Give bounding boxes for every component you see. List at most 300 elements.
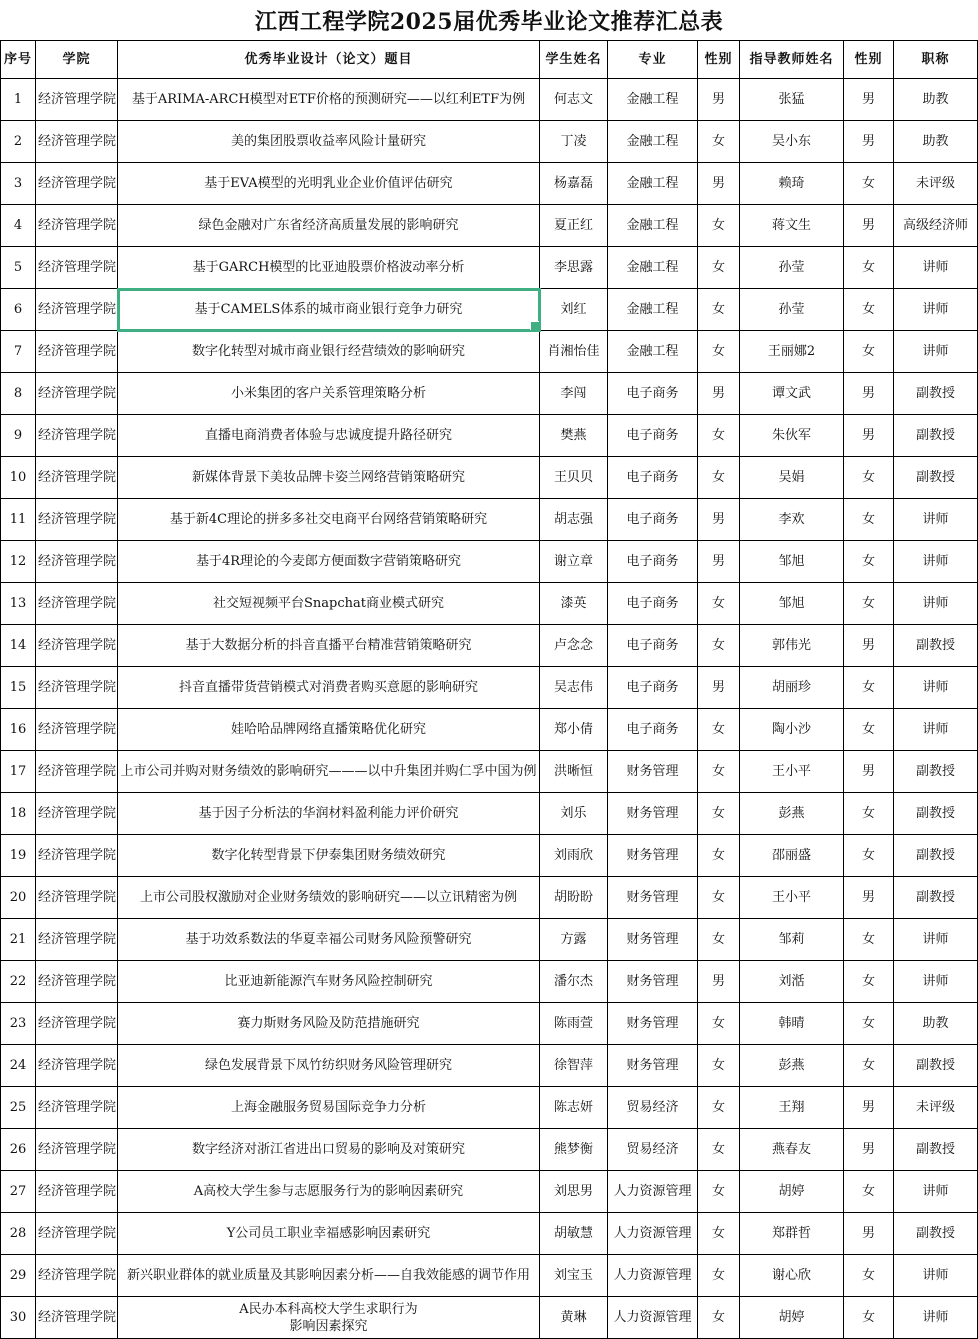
- table-row: [1, 709, 978, 751]
- cell-advisor-rank[interactable]: 讲师: [894, 961, 978, 1003]
- cell-major[interactable]: 财务管理: [608, 961, 698, 1003]
- cell-thesis-title[interactable]: 美的集团股票收益率风险计量研究: [118, 121, 540, 163]
- cell-college[interactable]: 经济管理学院: [36, 1087, 118, 1129]
- header-row: [1, 41, 978, 79]
- cell-major[interactable]: 电子商务: [608, 667, 698, 709]
- cell-student-name[interactable]: 肖湘怡佳: [540, 331, 608, 373]
- cell-no[interactable]: 8: [1, 373, 36, 415]
- cell-advisor-sex[interactable]: 女: [844, 1003, 894, 1045]
- cell-major[interactable]: 电子商务: [608, 541, 698, 583]
- cell-advisor-name[interactable]: 谭文武: [740, 373, 844, 415]
- cell-student-name[interactable]: 方露: [540, 919, 608, 961]
- cell-advisor-name[interactable]: 彭燕: [740, 1045, 844, 1087]
- cell-advisor-sex[interactable]: 女: [844, 289, 894, 331]
- cell-student-sex[interactable]: 男: [698, 79, 740, 121]
- cell-advisor-name[interactable]: 吴小东: [740, 121, 844, 163]
- cell-thesis-title[interactable]: 数字经济对浙江省进出口贸易的影响及对策研究: [118, 1129, 540, 1171]
- cell-college[interactable]: 经济管理学院: [36, 331, 118, 373]
- cell-advisor-sex[interactable]: 女: [844, 1045, 894, 1087]
- cell-advisor-rank[interactable]: 讲师: [894, 1171, 978, 1213]
- cell-advisor-name[interactable]: 王小平: [740, 751, 844, 793]
- cell-student-sex[interactable]: 女: [698, 793, 740, 835]
- cell-advisor-name[interactable]: 邵丽盛: [740, 835, 844, 877]
- table-row: [1, 79, 978, 121]
- cell-advisor-rank[interactable]: 讲师: [894, 289, 978, 331]
- cell-advisor-sex[interactable]: 女: [844, 667, 894, 709]
- cell-advisor-sex[interactable]: 男: [844, 877, 894, 919]
- cell-student-sex[interactable]: 女: [698, 457, 740, 499]
- cell-advisor-sex[interactable]: 男: [844, 373, 894, 415]
- cell-major[interactable]: 金融工程: [608, 331, 698, 373]
- sheet-title: 江西工程学院2025届优秀毕业论文推荐汇总表: [254, 8, 724, 35]
- cell-advisor-rank[interactable]: 讲师: [894, 541, 978, 583]
- cell-advisor-sex[interactable]: 女: [844, 793, 894, 835]
- cell-major[interactable]: 贸易经济: [608, 1129, 698, 1171]
- cell-college[interactable]: 经济管理学院: [36, 835, 118, 877]
- cell-student-sex[interactable]: 男: [698, 667, 740, 709]
- cell-advisor-rank[interactable]: 副教授: [894, 793, 978, 835]
- cell-student-sex[interactable]: 女: [698, 205, 740, 247]
- cell-student-sex[interactable]: 女: [698, 1129, 740, 1171]
- cell-advisor-name[interactable]: 胡婷: [740, 1171, 844, 1213]
- cell-major[interactable]: 人力资源管理: [608, 1171, 698, 1213]
- cell-student-name[interactable]: 刘乐: [540, 793, 608, 835]
- cell-student-name[interactable]: 李闯: [540, 373, 608, 415]
- cell-advisor-sex[interactable]: 女: [844, 583, 894, 625]
- header-no[interactable]: 序号: [1, 41, 36, 79]
- cell-thesis-title[interactable]: 基于因子分析法的华润材料盈利能力评价研究: [118, 793, 540, 835]
- cell-major[interactable]: 人力资源管理: [608, 1213, 698, 1255]
- cell-college[interactable]: 经济管理学院: [36, 1255, 118, 1297]
- cell-student-sex[interactable]: 女: [698, 331, 740, 373]
- cell-advisor-rank[interactable]: 讲师: [894, 247, 978, 289]
- cell-student-sex[interactable]: 女: [698, 247, 740, 289]
- cell-college[interactable]: 经济管理学院: [36, 541, 118, 583]
- cell-advisor-name[interactable]: 胡丽珍: [740, 667, 844, 709]
- cell-student-name[interactable]: 谢立章: [540, 541, 608, 583]
- cell-major[interactable]: 财务管理: [608, 877, 698, 919]
- cell-college[interactable]: 经济管理学院: [36, 919, 118, 961]
- cell-advisor-sex[interactable]: 女: [844, 709, 894, 751]
- cell-thesis-title[interactable]: 直播电商消费者体验与忠诚度提升路径研究: [118, 415, 540, 457]
- header-rank[interactable]: 职称: [894, 41, 978, 79]
- cell-major[interactable]: 金融工程: [608, 79, 698, 121]
- cell-advisor-name[interactable]: 胡婷: [740, 1297, 844, 1339]
- cell-no[interactable]: 22: [1, 961, 36, 1003]
- cell-thesis-title[interactable]: 基于CAMELS体系的城市商业银行竞争力研究: [118, 289, 540, 331]
- cell-advisor-name[interactable]: 王翔: [740, 1087, 844, 1129]
- cell-advisor-rank[interactable]: 讲师: [894, 709, 978, 751]
- cell-no[interactable]: 13: [1, 583, 36, 625]
- cell-advisor-name[interactable]: 赖琦: [740, 163, 844, 205]
- cell-advisor-rank[interactable]: 助教: [894, 121, 978, 163]
- cell-advisor-sex[interactable]: 男: [844, 79, 894, 121]
- cell-no[interactable]: 21: [1, 919, 36, 961]
- cell-thesis-title[interactable]: 绿色发展背景下凤竹纺织财务风险管理研究: [118, 1045, 540, 1087]
- fill-handle[interactable]: [530, 321, 540, 331]
- cell-student-name[interactable]: 漆英: [540, 583, 608, 625]
- cell-advisor-rank[interactable]: 副教授: [894, 877, 978, 919]
- cell-student-sex[interactable]: 男: [698, 961, 740, 1003]
- cell-student-name[interactable]: 吴志伟: [540, 667, 608, 709]
- table-row: [1, 667, 978, 709]
- table-row: [1, 289, 978, 331]
- cell-thesis-title[interactable]: 上海金融服务贸易国际竞争力分析: [118, 1087, 540, 1129]
- cell-student-name[interactable]: 刘宝玉: [540, 1255, 608, 1297]
- cell-college[interactable]: 经济管理学院: [36, 625, 118, 667]
- cell-student-sex[interactable]: 女: [698, 919, 740, 961]
- cell-advisor-rank[interactable]: 副教授: [894, 415, 978, 457]
- cell-college[interactable]: 经济管理学院: [36, 793, 118, 835]
- cell-college[interactable]: 经济管理学院: [36, 457, 118, 499]
- cell-advisor-rank[interactable]: 助教: [894, 79, 978, 121]
- cell-advisor-rank[interactable]: 讲师: [894, 919, 978, 961]
- table-row: [1, 1255, 978, 1297]
- cell-major[interactable]: 电子商务: [608, 415, 698, 457]
- cell-thesis-title[interactable]: 绿色金融对广东省经济高质量发展的影响研究: [118, 205, 540, 247]
- cell-major[interactable]: 财务管理: [608, 793, 698, 835]
- cell-advisor-name[interactable]: 孙莹: [740, 247, 844, 289]
- table-row: [1, 1297, 978, 1339]
- cell-advisor-rank[interactable]: 副教授: [894, 1129, 978, 1171]
- cell-major[interactable]: 电子商务: [608, 457, 698, 499]
- cell-major[interactable]: 人力资源管理: [608, 1297, 698, 1339]
- cell-student-sex[interactable]: 女: [698, 289, 740, 331]
- cell-thesis-title[interactable]: Y公司员工职业幸福感影响因素研究: [118, 1213, 540, 1255]
- cell-advisor-sex[interactable]: 男: [844, 751, 894, 793]
- cell-advisor-sex[interactable]: 女: [844, 499, 894, 541]
- cell-advisor-name[interactable]: 张猛: [740, 79, 844, 121]
- cell-no[interactable]: 25: [1, 1087, 36, 1129]
- header-college[interactable]: 学院: [36, 41, 118, 79]
- cell-thesis-title[interactable]: 比亚迪新能源汽车财务风险控制研究: [118, 961, 540, 1003]
- table-row: [1, 121, 978, 163]
- cell-major[interactable]: 金融工程: [608, 247, 698, 289]
- cell-major[interactable]: 电子商务: [608, 373, 698, 415]
- cell-advisor-rank[interactable]: 助教: [894, 1003, 978, 1045]
- cell-advisor-rank[interactable]: 讲师: [894, 499, 978, 541]
- table-row: [1, 457, 978, 499]
- cell-advisor-rank[interactable]: 高级经济师: [894, 205, 978, 247]
- cell-student-name[interactable]: 李思露: [540, 247, 608, 289]
- cell-advisor-sex[interactable]: 女: [844, 835, 894, 877]
- cell-student-sex[interactable]: 女: [698, 835, 740, 877]
- cell-student-sex[interactable]: 女: [698, 415, 740, 457]
- cell-no[interactable]: 27: [1, 1171, 36, 1213]
- cell-thesis-title[interactable]: 赛力斯财务风险及防范措施研究: [118, 1003, 540, 1045]
- cell-student-sex[interactable]: 女: [698, 1255, 740, 1297]
- cell-student-name[interactable]: 夏正红: [540, 205, 608, 247]
- cell-advisor-name[interactable]: 李欢: [740, 499, 844, 541]
- cell-no[interactable]: 24: [1, 1045, 36, 1087]
- table-row: [1, 415, 978, 457]
- cell-thesis-title[interactable]: 小米集团的客户关系管理策略分析: [118, 373, 540, 415]
- cell-thesis-title[interactable]: 基于新4C理论的拼多多社交电商平台网络营销策略研究: [118, 499, 540, 541]
- cell-advisor-rank[interactable]: 讲师: [894, 583, 978, 625]
- recommendation-table: [0, 40, 978, 1339]
- cell-college[interactable]: 经济管理学院: [36, 205, 118, 247]
- cell-advisor-sex[interactable]: 女: [844, 1171, 894, 1213]
- cell-advisor-sex[interactable]: 女: [844, 457, 894, 499]
- cell-advisor-name[interactable]: 孙莹: [740, 289, 844, 331]
- cell-advisor-sex[interactable]: 女: [844, 1255, 894, 1297]
- cell-college[interactable]: 经济管理学院: [36, 583, 118, 625]
- table-row: [1, 625, 978, 667]
- cell-advisor-name[interactable]: 陶小沙: [740, 709, 844, 751]
- cell-student-name[interactable]: 洪晰恒: [540, 751, 608, 793]
- cell-student-sex[interactable]: 男: [698, 541, 740, 583]
- cell-advisor-rank[interactable]: 讲师: [894, 1255, 978, 1297]
- cell-student-sex[interactable]: 女: [698, 1213, 740, 1255]
- cell-thesis-title[interactable]: 数字化转型对城市商业银行经营绩效的影响研究: [118, 331, 540, 373]
- cell-thesis-title[interactable]: 娃哈哈品牌网络直播策略优化研究: [118, 709, 540, 751]
- cell-student-name[interactable]: 黄琳: [540, 1297, 608, 1339]
- cell-student-name[interactable]: 刘红: [540, 289, 608, 331]
- cell-no[interactable]: 11: [1, 499, 36, 541]
- cell-advisor-name[interactable]: 刘湉: [740, 961, 844, 1003]
- cell-thesis-title[interactable]: 基于EVA模型的光明乳业企业价值评估研究: [118, 163, 540, 205]
- cell-advisor-rank[interactable]: 副教授: [894, 625, 978, 667]
- cell-college[interactable]: 经济管理学院: [36, 415, 118, 457]
- table-row: [1, 163, 978, 205]
- cell-advisor-name[interactable]: 王丽娜2: [740, 331, 844, 373]
- cell-student-sex[interactable]: 男: [698, 163, 740, 205]
- cell-thesis-title[interactable]: A高校大学生参与志愿服务行为的影响因素研究: [118, 1171, 540, 1213]
- table-row: [1, 247, 978, 289]
- cell-advisor-name[interactable]: 邹旭: [740, 541, 844, 583]
- cell-advisor-name[interactable]: 蒋文生: [740, 205, 844, 247]
- cell-no[interactable]: 16: [1, 709, 36, 751]
- cell-college[interactable]: 经济管理学院: [36, 163, 118, 205]
- cell-advisor-sex[interactable]: 男: [844, 205, 894, 247]
- cell-student-name[interactable]: 胡敏慧: [540, 1213, 608, 1255]
- cell-advisor-sex[interactable]: 男: [844, 121, 894, 163]
- cell-advisor-rank[interactable]: 副教授: [894, 835, 978, 877]
- cell-major[interactable]: 金融工程: [608, 205, 698, 247]
- cell-advisor-sex[interactable]: 男: [844, 415, 894, 457]
- header-advisor[interactable]: 指导教师姓名: [740, 41, 844, 79]
- cell-advisor-rank[interactable]: 副教授: [894, 373, 978, 415]
- cell-no[interactable]: 3: [1, 163, 36, 205]
- cell-student-sex[interactable]: 男: [698, 499, 740, 541]
- cell-student-name[interactable]: 丁凌: [540, 121, 608, 163]
- cell-advisor-sex[interactable]: 女: [844, 163, 894, 205]
- cell-student-name[interactable]: 杨嘉磊: [540, 163, 608, 205]
- cell-student-sex[interactable]: 女: [698, 121, 740, 163]
- cell-thesis-title[interactable]: 抖音直播带货营销模式对消费者购买意愿的影响研究: [118, 667, 540, 709]
- table-row: [1, 751, 978, 793]
- cell-advisor-rank[interactable]: 未评级: [894, 163, 978, 205]
- cell-student-sex[interactable]: 女: [698, 751, 740, 793]
- cell-college[interactable]: 经济管理学院: [36, 751, 118, 793]
- cell-major[interactable]: 财务管理: [608, 1045, 698, 1087]
- cell-thesis-title[interactable]: 基于ARIMA-ARCH模型对ETF价格的预测研究——以红利ETF为例: [118, 79, 540, 121]
- cell-advisor-sex[interactable]: 男: [844, 1087, 894, 1129]
- cell-advisor-name[interactable]: 郭伟光: [740, 625, 844, 667]
- table-row: [1, 499, 978, 541]
- cell-no[interactable]: 2: [1, 121, 36, 163]
- cell-student-name[interactable]: 郑小倩: [540, 709, 608, 751]
- cell-thesis-title[interactable]: 上市公司并购对财务绩效的影响研究———以中升集团并购仁孚中国为例: [118, 751, 540, 793]
- cell-advisor-rank[interactable]: 讲师: [894, 667, 978, 709]
- cell-student-name[interactable]: 徐智萍: [540, 1045, 608, 1087]
- cell-student-sex[interactable]: 女: [698, 1045, 740, 1087]
- cell-major[interactable]: 金融工程: [608, 121, 698, 163]
- cell-college[interactable]: 经济管理学院: [36, 1129, 118, 1171]
- cell-advisor-name[interactable]: 郑群哲: [740, 1213, 844, 1255]
- cell-student-sex[interactable]: 女: [698, 625, 740, 667]
- cell-no[interactable]: 29: [1, 1255, 36, 1297]
- cell-advisor-name[interactable]: 王小平: [740, 877, 844, 919]
- cell-student-name[interactable]: 胡志强: [540, 499, 608, 541]
- cell-advisor-sex[interactable]: 男: [844, 1213, 894, 1255]
- cell-advisor-name[interactable]: 邹旭: [740, 583, 844, 625]
- cell-major[interactable]: 电子商务: [608, 583, 698, 625]
- cell-advisor-sex[interactable]: 女: [844, 961, 894, 1003]
- cell-student-name[interactable]: 王贝贝: [540, 457, 608, 499]
- cell-no[interactable]: 4: [1, 205, 36, 247]
- cell-advisor-sex[interactable]: 女: [844, 1297, 894, 1339]
- cell-college[interactable]: 经济管理学院: [36, 709, 118, 751]
- cell-advisor-name[interactable]: 谢心欣: [740, 1255, 844, 1297]
- cell-no[interactable]: 9: [1, 415, 36, 457]
- cell-college[interactable]: 经济管理学院: [36, 1045, 118, 1087]
- cell-student-name[interactable]: 潘尔杰: [540, 961, 608, 1003]
- cell-thesis-title[interactable]: A民办本科高校大学生求职行为 影响因素探究: [118, 1297, 540, 1339]
- cell-student-name[interactable]: 何志文: [540, 79, 608, 121]
- cell-college[interactable]: 经济管理学院: [36, 667, 118, 709]
- cell-student-sex[interactable]: 女: [698, 583, 740, 625]
- cell-student-sex[interactable]: 女: [698, 877, 740, 919]
- cell-no[interactable]: 12: [1, 541, 36, 583]
- cell-major[interactable]: 财务管理: [608, 835, 698, 877]
- cell-college[interactable]: 经济管理学院: [36, 79, 118, 121]
- cell-advisor-sex[interactable]: 女: [844, 919, 894, 961]
- cell-college[interactable]: 经济管理学院: [36, 373, 118, 415]
- cell-no[interactable]: 10: [1, 457, 36, 499]
- cell-advisor-sex[interactable]: 男: [844, 1129, 894, 1171]
- cell-thesis-title[interactable]: 社交短视频平台Snapchat商业模式研究: [118, 583, 540, 625]
- cell-advisor-name[interactable]: 燕春友: [740, 1129, 844, 1171]
- cell-no[interactable]: 5: [1, 247, 36, 289]
- cell-student-sex[interactable]: 女: [698, 1087, 740, 1129]
- cell-no[interactable]: 6: [1, 289, 36, 331]
- cell-no[interactable]: 30: [1, 1297, 36, 1339]
- cell-thesis-title[interactable]: 基于大数据分析的抖音直播平台精准营销策略研究: [118, 625, 540, 667]
- cell-student-name[interactable]: 陈雨萱: [540, 1003, 608, 1045]
- cell-thesis-title[interactable]: 新媒体背景下美妆品牌卡姿兰网络营销策略研究: [118, 457, 540, 499]
- table-row: [1, 205, 978, 247]
- cell-major[interactable]: 金融工程: [608, 163, 698, 205]
- cell-advisor-sex[interactable]: 女: [844, 247, 894, 289]
- cell-college[interactable]: 经济管理学院: [36, 499, 118, 541]
- cell-college[interactable]: 经济管理学院: [36, 961, 118, 1003]
- table-row: [1, 373, 978, 415]
- header-student[interactable]: 学生姓名: [540, 41, 608, 79]
- cell-advisor-rank[interactable]: 讲师: [894, 331, 978, 373]
- cell-no[interactable]: 1: [1, 79, 36, 121]
- cell-college[interactable]: 经济管理学院: [36, 1003, 118, 1045]
- cell-student-name[interactable]: 刘思男: [540, 1171, 608, 1213]
- cell-thesis-title[interactable]: 基于功效系数法的华夏幸福公司财务风险预警研究: [118, 919, 540, 961]
- cell-advisor-rank[interactable]: 讲师: [894, 1297, 978, 1339]
- header-major[interactable]: 专业: [608, 41, 698, 79]
- cell-student-sex[interactable]: 女: [698, 1003, 740, 1045]
- cell-advisor-sex[interactable]: 男: [844, 625, 894, 667]
- cell-no[interactable]: 17: [1, 751, 36, 793]
- header-student-sex[interactable]: 性别: [698, 41, 740, 79]
- cell-major[interactable]: 财务管理: [608, 751, 698, 793]
- cell-advisor-rank[interactable]: 副教授: [894, 751, 978, 793]
- cell-major[interactable]: 人力资源管理: [608, 1255, 698, 1297]
- cell-advisor-name[interactable]: 朱伙军: [740, 415, 844, 457]
- cell-no[interactable]: 26: [1, 1129, 36, 1171]
- cell-college[interactable]: 经济管理学院: [36, 247, 118, 289]
- cell-student-name[interactable]: 刘雨欣: [540, 835, 608, 877]
- cell-advisor-rank[interactable]: 未评级: [894, 1087, 978, 1129]
- cell-college[interactable]: 经济管理学院: [36, 121, 118, 163]
- cell-thesis-title[interactable]: 数字化转型背景下伊泰集团财务绩效研究: [118, 835, 540, 877]
- cell-student-sex[interactable]: 女: [698, 709, 740, 751]
- cell-no[interactable]: 15: [1, 667, 36, 709]
- header-title[interactable]: 优秀毕业设计（论文）题目: [118, 41, 540, 79]
- cell-advisor-name[interactable]: 吴娟: [740, 457, 844, 499]
- cell-no[interactable]: 23: [1, 1003, 36, 1045]
- cell-major[interactable]: 金融工程: [608, 289, 698, 331]
- cell-thesis-title[interactable]: 新兴职业群体的就业质量及其影响因素分析——自我效能感的调节作用: [118, 1255, 540, 1297]
- cell-student-name[interactable]: 陈志妍: [540, 1087, 608, 1129]
- cell-advisor-rank[interactable]: 副教授: [894, 1213, 978, 1255]
- cell-no[interactable]: 19: [1, 835, 36, 877]
- cell-thesis-title[interactable]: 基于4R理论的今麦郎方便面数字营销策略研究: [118, 541, 540, 583]
- cell-college[interactable]: 经济管理学院: [36, 877, 118, 919]
- cell-no[interactable]: 7: [1, 331, 36, 373]
- cell-major[interactable]: 财务管理: [608, 919, 698, 961]
- cell-major[interactable]: 电子商务: [608, 499, 698, 541]
- cell-advisor-rank[interactable]: 副教授: [894, 1045, 978, 1087]
- cell-advisor-sex[interactable]: 女: [844, 331, 894, 373]
- cell-major[interactable]: 电子商务: [608, 625, 698, 667]
- cell-advisor-name[interactable]: 彭燕: [740, 793, 844, 835]
- cell-no[interactable]: 20: [1, 877, 36, 919]
- cell-no[interactable]: 18: [1, 793, 36, 835]
- cell-no[interactable]: 28: [1, 1213, 36, 1255]
- cell-student-name[interactable]: 胡盼盼: [540, 877, 608, 919]
- cell-advisor-rank[interactable]: 副教授: [894, 457, 978, 499]
- cell-major[interactable]: 电子商务: [608, 709, 698, 751]
- cell-college[interactable]: 经济管理学院: [36, 289, 118, 331]
- cell-college[interactable]: 经济管理学院: [36, 1213, 118, 1255]
- table-row: [1, 793, 978, 835]
- cell-major[interactable]: 财务管理: [608, 1003, 698, 1045]
- cell-advisor-name[interactable]: 韩晴: [740, 1003, 844, 1045]
- cell-advisor-sex[interactable]: 女: [844, 541, 894, 583]
- cell-college[interactable]: 经济管理学院: [36, 1171, 118, 1213]
- header-advisor-sex[interactable]: 性别: [844, 41, 894, 79]
- cell-student-name[interactable]: 樊燕: [540, 415, 608, 457]
- cell-student-name[interactable]: 卢念念: [540, 625, 608, 667]
- cell-student-name[interactable]: 熊梦衡: [540, 1129, 608, 1171]
- cell-college[interactable]: 经济管理学院: [36, 1297, 118, 1339]
- cell-advisor-name[interactable]: 邹莉: [740, 919, 844, 961]
- cell-no[interactable]: 14: [1, 625, 36, 667]
- cell-thesis-title[interactable]: 上市公司股权激励对企业财务绩效的影响研究——以立讯精密为例: [118, 877, 540, 919]
- cell-student-sex[interactable]: 男: [698, 373, 740, 415]
- cell-major[interactable]: 贸易经济: [608, 1087, 698, 1129]
- cell-thesis-title[interactable]: 基于GARCH模型的比亚迪股票价格波动率分析: [118, 247, 540, 289]
- cell-student-sex[interactable]: 女: [698, 1297, 740, 1339]
- cell-student-sex[interactable]: 女: [698, 1171, 740, 1213]
